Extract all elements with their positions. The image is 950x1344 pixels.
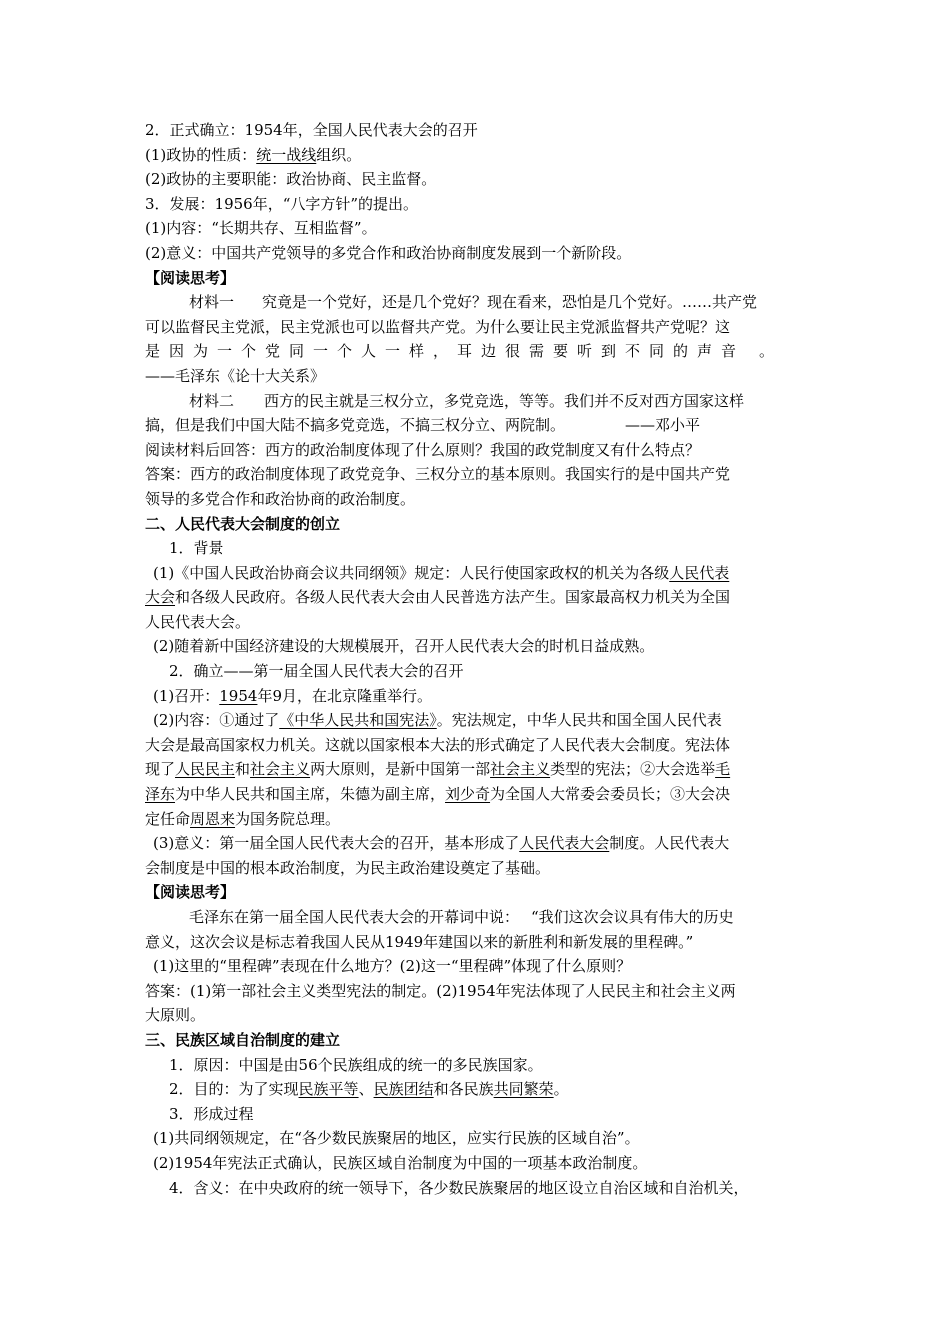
text-line: 1．原因：中国是由56个民族组成的统一的多民族国家。 [169, 1055, 543, 1074]
text-line: 材料一 究竟是一个党好，还是几个党好？现在看来，恐怕是几个党好。……共产党 [189, 293, 758, 312]
underlined-term: 社会主义 [490, 760, 551, 779]
underlined-term: 《中华人民共和国宪法》 [279, 711, 437, 730]
underlined-term: 1954 [219, 686, 258, 705]
underlined-term: 刘少奇 [445, 785, 491, 804]
underlined-term: 泽东 [145, 785, 176, 804]
text-line: 材料二 西方的民主就是三权分立，多党竞选，等等。我们并不反对西方国家这样 [189, 391, 745, 410]
text-line: (2)1954年宪法正式确认，民族区域自治制度为中国的一项基本政治制度。 [153, 1153, 648, 1172]
underlined-term: 人民代表大会 [519, 834, 610, 853]
text-line: 大原则。 [145, 1006, 206, 1025]
text-line: 2．确立——第一届全国人民代表大会的召开 [169, 662, 464, 681]
text-line: 答案：(1)第一部社会主义类型宪法的制定。(2)1954年宪法体现了人民民主和社会主义两 [145, 981, 736, 1000]
text-line: (2)政协的主要职能：政治协商、民主监督。 [145, 170, 437, 189]
text-line: (2)内容：①通过了《中华人民共和国宪法》。宪法规定，中华人民共和国全国人民代表 [153, 711, 722, 730]
underlined-term: 民族平等 [298, 1080, 359, 1099]
section-heading: 二、人民代表大会制度的创立 [145, 514, 341, 533]
text-line: 2．正式确立：1954年，全国人民代表大会的召开 [145, 121, 478, 139]
underlined-term: 共同繁荣 [493, 1080, 554, 1099]
text-line: (1)这里的“里程碑”表现在什么地方？(2)这一“里程碑”体现了什么原则？ [153, 957, 632, 976]
text-line: 领导的多党合作和政治协商的政治制度。 [145, 489, 416, 508]
text-line: 阅读材料后回答：西方的政治制度体现了什么原则？我国的政党制度又有什么特点？ [145, 440, 701, 459]
text-line: 泽东为中华人民共和国主席，朱德为副主席，刘少奇为全国人大常委会委员长；③大会决 [145, 785, 731, 804]
text-line: 1．背景 [169, 539, 224, 558]
underlined-term: 人民民主 [175, 760, 236, 779]
section-heading: 【阅读思考】 [145, 883, 236, 902]
underlined-term: 人民代表 [669, 563, 730, 582]
underlined-term: 周恩来 [190, 809, 236, 828]
text-line: 定任命周恩来为国务院总理。 [145, 809, 341, 828]
text-line: 4．含义：在中央政府的统一领导下，各少数民族聚居的地区设立自治区域和自治机关， [169, 1178, 749, 1197]
text-line: 搞，但是我们中国大陆不搞多党竞选，不搞三权分立、两院制。 ——邓小平 [145, 416, 701, 435]
text-line: 答案：西方的政治制度体现了政党竞争、三权分立的基本原则。我国实行的是中国共产党 [145, 465, 731, 484]
section-heading: 【阅读思考】 [145, 268, 236, 287]
text-line: (1)共同纲领规定，在“各少数民族聚居的地区，应实行民族的区域自治”。 [153, 1129, 640, 1148]
underlined-term: 大会 [145, 588, 176, 607]
text-line: (1)《中国人民政治协商会议共同纲领》规定：人民行使国家政权的机关为各级人民代表 [153, 563, 730, 582]
text-line: (1)政协的性质：统一战线组织。 [145, 145, 362, 164]
text-line: 毛泽东在第一届全国人民代表大会的开幕词中说： “我们这次会议具有伟大的历史 [189, 908, 734, 926]
text-line: 3．发展：1956年，“八字方针”的提出。 [145, 194, 419, 213]
text-line: (1)内容：“长期共存、互相监督”。 [145, 219, 377, 238]
underlined-term: 毛 [715, 760, 731, 779]
section-heading: 三、民族区域自治制度的建立 [145, 1030, 341, 1049]
underlined-term: 统一战线 [256, 145, 317, 164]
text-line: 大会和各级人民政府。各级人民代表大会由人民普选方法产生。国家最高权力机关为全国 [145, 588, 731, 607]
text-line: 会制度是中国的根本政治制度，为民主政治建设奠定了基础。 [145, 858, 551, 877]
text-line: 大会是最高国家权力机关。这就以国家根本大法的形式确定了人民代表大会制度。宪法体 [145, 735, 731, 754]
text-line: 2．目的：为了实现民族平等、民族团结和各民族共同繁荣。 [169, 1080, 569, 1099]
text-line: 可以监督民主党派，民主党派也可以监督共产党。为什么要让民主党派监督共产党呢？这 [145, 317, 731, 336]
text-line: ——毛泽东《论十大关系》 [145, 366, 326, 385]
underlined-term: 社会主义 [250, 760, 311, 779]
text-line: 是因为一个党同一个人一样，耳边很需要听到不同的声音 。 [145, 342, 784, 361]
text-line: (2)意义：中国共产党领导的多党合作和政治协商制度发展到一个新阶段。 [145, 243, 632, 262]
underlined-term: 民族团结 [373, 1080, 434, 1099]
text-line: (1)召开：1954年9月，在北京隆重举行。 [153, 686, 432, 705]
document-body [145, 118, 807, 1200]
text-line: 3．形成过程 [169, 1104, 254, 1123]
text-line: (2)随着新中国经济建设的大规模展开，召开人民代表大会的时机日益成熟。 [153, 637, 655, 656]
text-line: (3)意义：第一届全国人民代表大会的召开，基本形成了人民代表大会制度。人民代表大 [153, 834, 730, 853]
text-line: 意义，这次会议是标志着我国人民从1949年建国以来的新胜利和新发展的里程碑。” [145, 932, 694, 951]
text-line: 现了人民民主和社会主义两大原则，是新中国第一部社会主义类型的宪法；②大会选举毛 [145, 760, 731, 779]
text-line: 人民代表大会。 [145, 612, 251, 631]
